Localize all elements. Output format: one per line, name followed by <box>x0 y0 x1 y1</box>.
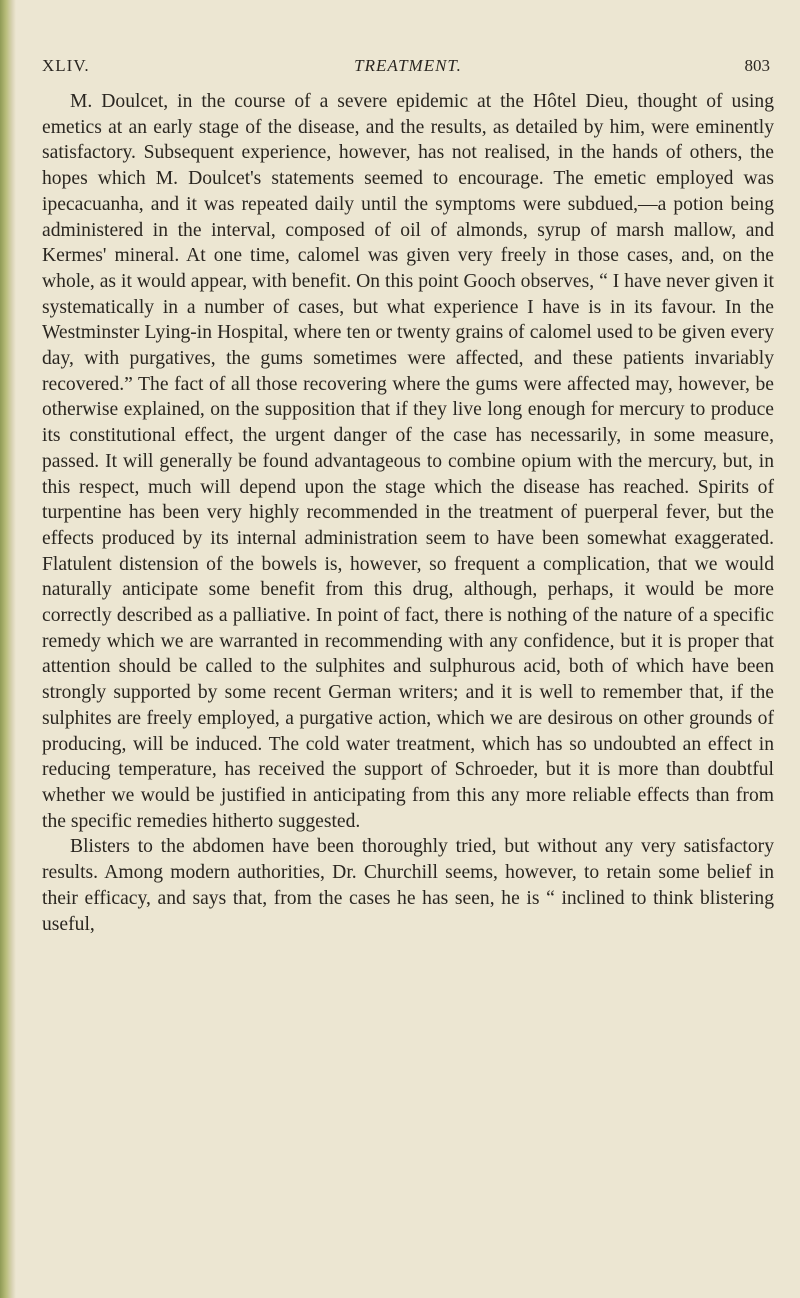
page-binding-edge <box>0 0 16 1298</box>
page-number: 803 <box>744 56 770 75</box>
running-title: TREATMENT. <box>354 56 462 75</box>
paragraph-1: M. Doulcet, in the course of a severe epidemic at the Hôtel Dieu, thought of using emetics at an early stage of the disease, and the results, as detailed by him, were eminently satisfactory. Subsequent experience, however, has not realised, in the hands of others, the hopes which M. Doulcet's statements seemed to encourage. The emetic employed was ipecacuanha, and it was repeated daily until the symptoms were subdued,—a potion being administered in the interval, composed of oil of almonds, syrup of marsh mallow, and Kermes' mineral. At one time, calomel was given very freely in those cases, and, on the whole, as it would appear, with benefit. On this point Gooch observes, “ I have never given it systematically in a number of cases, but what experience I have is in its favour. In the Westminster Lying-in Hospital, where ten or twenty grains of calomel used to be given every day, with purgatives, the gums sometimes were affected, and these patients invariably recovered.” The fact of all those recovering where the gums were affected may, however, be otherwise explained, on the supposition that if they live long enough for mercury to produce its constitutional effect, the urgent danger of the case has necessarily, in some measure, passed. It will generally be found advantageous to combine opium with the mercury, but, in this respect, much will depend upon the stage which the disease has reached. Spirits of turpentine has been very highly recommended in the treatment of puerperal fever, but the effects produced by its internal administration seem to have been somewhat exaggerated. Flatulent distension of the bowels is, however, so frequent a complication, that we would naturally anticipate some benefit from this drug, although, perhaps, it would be more correctly described as a palliative. In point of fact, there is nothing of the nature of a specific remedy which we are warranted in recommending with any confidence, but it is proper that attention should be called to the sulphites and sulphurous acid, both of which have been strongly supported by some recent German writers; and it is well to remember that, if the sulphites are freely employed, a purgative action, which we are desirous on other grounds of producing, will be induced. The cold water treatment, which has so undoubted an effect in reducing temperature, has received the support of Schroeder, but it is more than doubtful whether we would be justified in anticipating from this any more reliable effects than from the specific remedies hitherto suggested. <box>42 91 774 832</box>
chapter-number: XLIV. <box>42 56 90 75</box>
paragraph-2: Blisters to the abdomen have been thoroughly tried, but without any very satisfactory results. Among modern authorities, Dr. Churchill seems, however, to retain some belief in their efficacy, and says that, from the cases he has seen, he is “ inclined to think blistering useful, <box>42 836 774 935</box>
book-page <box>36 0 780 1298</box>
body-text <box>42 89 774 937</box>
running-head <box>36 56 780 80</box>
